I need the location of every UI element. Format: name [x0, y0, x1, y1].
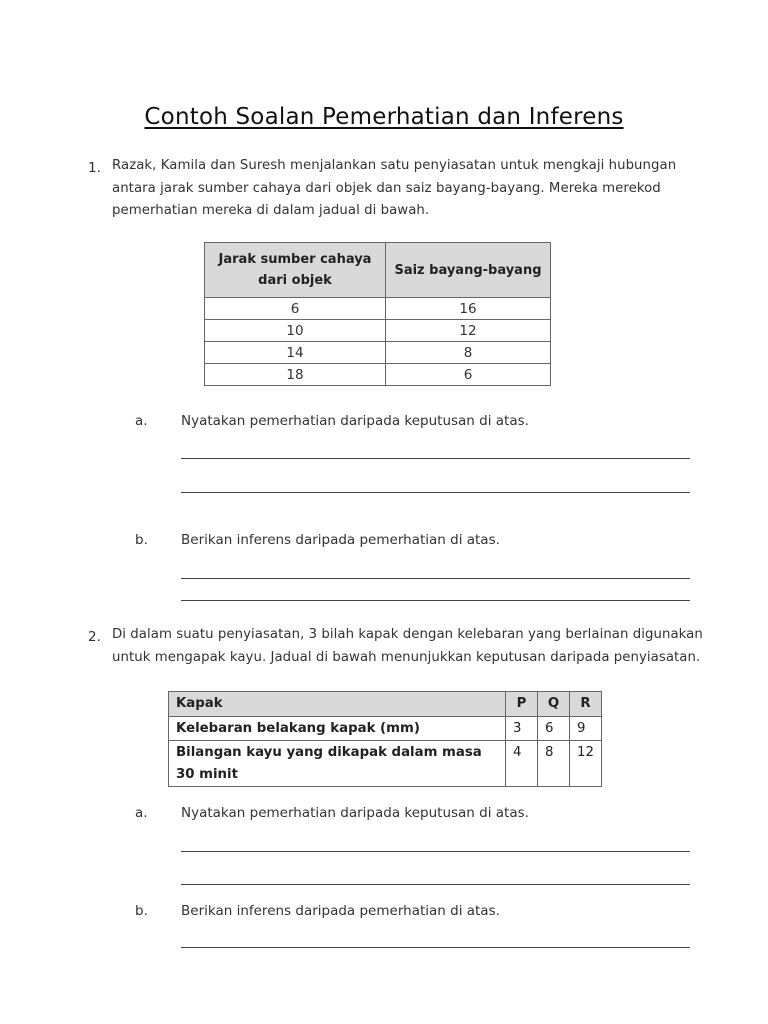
subquestion-label: a. — [135, 413, 148, 429]
axe-results-table — [168, 691, 602, 787]
answer-line[interactable] — [181, 458, 690, 459]
table-row — [169, 741, 602, 787]
table-cell: 9 — [570, 716, 602, 741]
question-2-text — [112, 624, 703, 669]
question-1-line: antara jarak sumber cahaya dari objek dan saiz bayang-bayang. Mereka merekod — [112, 180, 661, 196]
table-cell: 8 — [538, 741, 570, 787]
answer-line[interactable] — [181, 884, 690, 885]
table-cell: 12 — [570, 741, 602, 787]
answer-line[interactable] — [181, 600, 690, 601]
question-1-number: 1. — [88, 160, 101, 176]
answer-line[interactable] — [181, 851, 690, 852]
distance-shadow-table — [204, 242, 551, 386]
subquestion-label: b. — [135, 532, 148, 548]
table-header: R — [570, 692, 602, 717]
table-cell: 6 — [205, 298, 386, 320]
table-cell: 3 — [506, 716, 538, 741]
table-header: Q — [538, 692, 570, 717]
subquestion-text: Nyatakan pemerhatian daripada keputusan di atas. — [181, 805, 529, 821]
table-cell: 6 — [538, 716, 570, 741]
table-row — [205, 320, 551, 342]
table-cell: 8 — [386, 342, 551, 364]
table-header: Jarak sumber cahaya dari objek — [205, 243, 386, 298]
question-1-line: pemerhatian mereka di dalam jadual di bawah. — [112, 203, 430, 218]
answer-line[interactable] — [181, 492, 690, 493]
table-header: Saiz bayang-bayang — [386, 243, 551, 298]
answer-line[interactable] — [181, 578, 690, 579]
table-cell: Kelebaran belakang kapak (mm) — [169, 716, 506, 741]
table-cell: 6 — [386, 364, 551, 386]
table-cell: 12 — [386, 320, 551, 342]
table-cell: 16 — [386, 298, 551, 320]
question-2-line: untuk mengapak kayu. Jadual di bawah menunjukkan keputusan daripada penyiasatan. — [112, 649, 701, 665]
table-header-row — [205, 243, 551, 298]
table-cell: 14 — [205, 342, 386, 364]
table-header: P — [506, 692, 538, 717]
table-row — [205, 342, 551, 364]
table-cell: Bilangan kayu yang dikapak dalam masa 30 minit — [169, 741, 506, 787]
question-1-text — [112, 155, 676, 223]
question-1-line: Razak, Kamila dan Suresh menjalankan satu penyiasatan untuk mengkaji hubungan — [112, 158, 677, 173]
table-header-row — [169, 692, 602, 717]
answer-line[interactable] — [181, 947, 690, 948]
subquestion-text: Nyatakan pemerhatian daripada keputusan di atas. — [181, 413, 529, 429]
question-2-number: 2. — [88, 629, 101, 645]
subquestion-text: Berikan inferens daripada pemerhatian di atas. — [181, 532, 500, 548]
subquestion-label: b. — [135, 903, 148, 919]
question-2-line: Di dalam suatu penyiasatan, 3 bilah kapak dengan kelebaran yang berlainan digunakan — [112, 627, 703, 642]
subquestion-text: Berikan inferens daripada pemerhatian di atas. — [181, 903, 500, 919]
subquestion-label: a. — [135, 805, 148, 821]
table-cell: 10 — [205, 320, 386, 342]
table-row — [169, 716, 602, 741]
table-row — [205, 364, 551, 386]
table-cell: 18 — [205, 364, 386, 386]
table-header: Kapak — [169, 692, 506, 717]
page-title: Contoh Soalan Pemerhatian dan Inferens — [144, 104, 624, 130]
table-cell: 4 — [506, 741, 538, 787]
table-row — [205, 298, 551, 320]
